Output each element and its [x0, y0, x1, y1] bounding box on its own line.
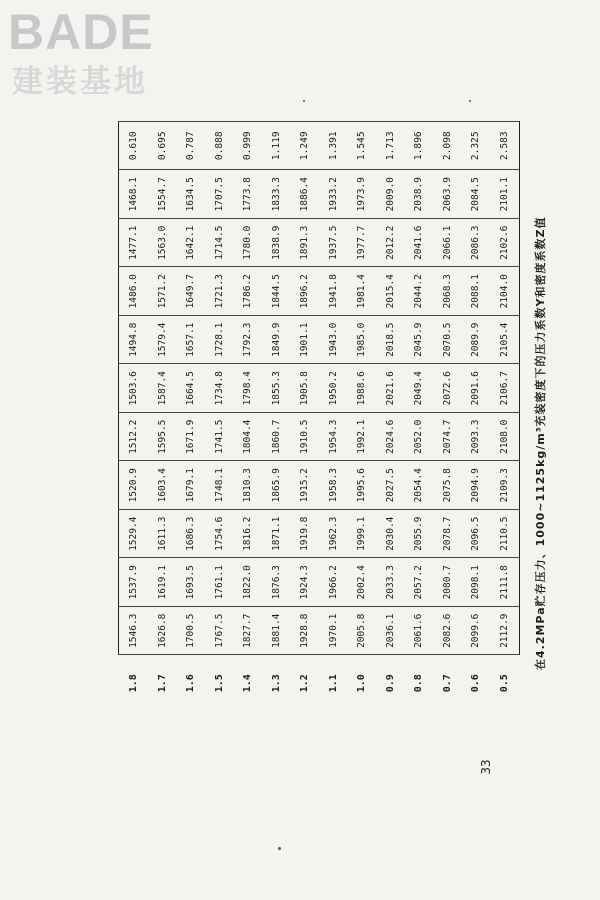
table-row — [347, 122, 375, 712]
table-cell: 1886.4 — [291, 170, 319, 219]
table-cell: 1943.0 — [319, 316, 347, 365]
table-cell: 2102.6 — [490, 219, 520, 268]
table-cell: 2084.5 — [461, 170, 489, 219]
table-cell: 1780.0 — [234, 219, 262, 268]
table-cell: 1865.9 — [262, 461, 290, 510]
table-cell: 0.787 — [177, 122, 205, 171]
table-cell: 1.249 — [291, 122, 319, 171]
row-label: 0.9 — [376, 655, 404, 711]
table-cell: 1798.4 — [234, 364, 262, 413]
scan-speck — [278, 847, 281, 850]
row-label: 1.7 — [148, 655, 176, 711]
table-cell: 1537.9 — [119, 558, 149, 607]
table-cell: 2099.6 — [461, 607, 489, 656]
table-cell: 2074.7 — [433, 413, 461, 462]
table-cell: 2101.1 — [490, 170, 520, 219]
table-cell: 2012.2 — [376, 219, 404, 268]
table-cell: 1910.5 — [291, 413, 319, 462]
table-row — [376, 122, 404, 712]
table-cell: 2054.4 — [404, 461, 432, 510]
table-cell: 1619.1 — [148, 558, 176, 607]
scan-speck — [303, 100, 305, 102]
table-cell: 1915.2 — [291, 461, 319, 510]
table-cell: 1579.4 — [148, 316, 176, 365]
table-cell: 1985.0 — [347, 316, 375, 365]
data-table-wrap — [118, 121, 520, 711]
table-cell: 1792.3 — [234, 316, 262, 365]
table-cell: 1860.7 — [262, 413, 290, 462]
table-cell: 1901.1 — [291, 316, 319, 365]
table-row — [291, 122, 319, 712]
row-label: 0.5 — [490, 655, 520, 711]
table-cell: 1686.3 — [177, 510, 205, 559]
table-cell: 1871.1 — [262, 510, 290, 559]
table-cell: 1896.2 — [291, 267, 319, 316]
table-cell: 1546.3 — [119, 607, 149, 656]
table-cell: 1905.8 — [291, 364, 319, 413]
table-cell: 1767.5 — [205, 607, 233, 656]
table-cell: 1679.1 — [177, 461, 205, 510]
table-cell: 2096.5 — [461, 510, 489, 559]
table-cell: 2.583 — [490, 122, 520, 171]
table-cell: 2108.0 — [490, 413, 520, 462]
table-cell: 1671.9 — [177, 413, 205, 462]
table-cell: 1.545 — [347, 122, 375, 171]
table-cell: 2111.8 — [490, 558, 520, 607]
table-cell: 1844.5 — [262, 267, 290, 316]
table-cell: 1741.5 — [205, 413, 233, 462]
table-cell: 1981.4 — [347, 267, 375, 316]
table-row — [262, 122, 290, 712]
table-row — [205, 122, 233, 712]
table-cell: 1804.4 — [234, 413, 262, 462]
row-label: 1.3 — [262, 655, 290, 711]
table-cell: 2112.9 — [490, 607, 520, 656]
table-cell: 1973.9 — [347, 170, 375, 219]
table-cell: 1486.0 — [119, 267, 149, 316]
table-cell: 2091.6 — [461, 364, 489, 413]
table-cell: 1611.3 — [148, 510, 176, 559]
row-label: 1.8 — [119, 655, 149, 711]
page-number: 33 — [479, 759, 493, 775]
table-cell: 2104.0 — [490, 267, 520, 316]
table-cell: 2.325 — [461, 122, 489, 171]
table-cell: 1734.8 — [205, 364, 233, 413]
table-cell: 1693.5 — [177, 558, 205, 607]
table-cell: 1977.7 — [347, 219, 375, 268]
table-row — [234, 122, 262, 712]
watermark-brand: BADE — [8, 4, 154, 60]
table-cell: 2098.1 — [461, 558, 489, 607]
table-cell: 1810.3 — [234, 461, 262, 510]
row-label: 1.4 — [234, 655, 262, 711]
table-cell: 1754.6 — [205, 510, 233, 559]
table-cell: 1721.3 — [205, 267, 233, 316]
table-cell: 1657.1 — [177, 316, 205, 365]
table-cell: 1950.2 — [319, 364, 347, 413]
scan-speck — [469, 100, 471, 102]
table-cell: 1728.1 — [205, 316, 233, 365]
table-cell: 1595.5 — [148, 413, 176, 462]
table-cell: 1761.1 — [205, 558, 233, 607]
table-cell: 1827.7 — [234, 607, 262, 656]
table-cell: 1700.5 — [177, 607, 205, 656]
table-cell: 2005.8 — [347, 607, 375, 656]
table-cell: 2072.6 — [433, 364, 461, 413]
table-cell: 1642.1 — [177, 219, 205, 268]
table-cell: 2024.6 — [376, 413, 404, 462]
table-cell: 1.119 — [262, 122, 290, 171]
table-cell: 2002.4 — [347, 558, 375, 607]
row-label: 1.1 — [319, 655, 347, 711]
table-cell: 1891.3 — [291, 219, 319, 268]
table-cell: 1924.3 — [291, 558, 319, 607]
table-cell: 0.888 — [205, 122, 233, 171]
table-cell: 2105.4 — [490, 316, 520, 365]
table-cell: 2049.4 — [404, 364, 432, 413]
table-row — [490, 122, 520, 712]
table-cell: 1714.5 — [205, 219, 233, 268]
table-cell: 1563.0 — [148, 219, 176, 268]
row-label: 0.8 — [404, 655, 432, 711]
table-cell: 1876.3 — [262, 558, 290, 607]
table-cell: 2106.7 — [490, 364, 520, 413]
table-cell: 2075.8 — [433, 461, 461, 510]
table-cell: 1707.5 — [205, 170, 233, 219]
table-cell: 1786.2 — [234, 267, 262, 316]
row-label: 0.7 — [433, 655, 461, 711]
table-cell: 1.713 — [376, 122, 404, 171]
table-cell: 1603.4 — [148, 461, 176, 510]
row-label: 1.2 — [291, 655, 319, 711]
table-cell: 2009.0 — [376, 170, 404, 219]
table-cell: 1494.8 — [119, 316, 149, 365]
table-cell: 0.610 — [119, 122, 149, 171]
table-cell: 1941.8 — [319, 267, 347, 316]
table-cell: 2033.3 — [376, 558, 404, 607]
table-cell: 1748.1 — [205, 461, 233, 510]
table-cell: 1626.8 — [148, 607, 176, 656]
table-cell: 1954.3 — [319, 413, 347, 462]
table-cell: 1855.3 — [262, 364, 290, 413]
table-cell: 1928.8 — [291, 607, 319, 656]
table-row — [461, 122, 489, 712]
table-cell: 1571.2 — [148, 267, 176, 316]
table-cell: 2027.5 — [376, 461, 404, 510]
table-cell: 1477.1 — [119, 219, 149, 268]
table-cell: 1988.6 — [347, 364, 375, 413]
table-cell: 2018.5 — [376, 316, 404, 365]
table-cell: 1664.5 — [177, 364, 205, 413]
table-cell: 1.391 — [319, 122, 347, 171]
table-cell: 1634.5 — [177, 170, 205, 219]
table-cell: 2045.9 — [404, 316, 432, 365]
table-cell: 2070.5 — [433, 316, 461, 365]
watermark-subtitle: 建装基地 — [12, 64, 148, 100]
table-cell: 2063.9 — [433, 170, 461, 219]
table-cell: 2038.9 — [404, 170, 432, 219]
table-cell: 2055.9 — [404, 510, 432, 559]
table-row — [433, 122, 461, 712]
table-cell: 2030.4 — [376, 510, 404, 559]
table-cell: 1995.6 — [347, 461, 375, 510]
table-body — [119, 122, 520, 712]
row-label: 1.5 — [205, 655, 233, 711]
table-cell: 2021.6 — [376, 364, 404, 413]
data-table — [118, 121, 520, 711]
table-cell: 2036.1 — [376, 607, 404, 656]
table-cell: 2110.5 — [490, 510, 520, 559]
table-cell: 1992.1 — [347, 413, 375, 462]
table-cell: 1919.8 — [291, 510, 319, 559]
table-caption: 在4.2MPa贮存压力、1000~1125kg/m³充装密度下的压力系数Y和密度系数Z值 — [534, 216, 547, 670]
table-cell: 1773.8 — [234, 170, 262, 219]
table-cell: 1468.1 — [119, 170, 149, 219]
table-cell: 1933.2 — [319, 170, 347, 219]
table-cell: 2093.3 — [461, 413, 489, 462]
table-cell: 2086.3 — [461, 219, 489, 268]
table-cell: 2.098 — [433, 122, 461, 171]
table-cell: 1849.9 — [262, 316, 290, 365]
table-row — [404, 122, 432, 712]
table-cell: 1816.2 — [234, 510, 262, 559]
table-cell: 2044.2 — [404, 267, 432, 316]
row-label: 0.6 — [461, 655, 489, 711]
table-cell: 0.695 — [148, 122, 176, 171]
table-cell: 2015.4 — [376, 267, 404, 316]
table-cell: 1587.4 — [148, 364, 176, 413]
table-cell: 1838.9 — [262, 219, 290, 268]
table-row — [148, 122, 176, 712]
table-row — [119, 122, 149, 712]
table-cell: 2109.3 — [490, 461, 520, 510]
table-cell: 1503.6 — [119, 364, 149, 413]
table-cell: 1881.4 — [262, 607, 290, 656]
table-cell: 2089.9 — [461, 316, 489, 365]
table-cell: 1833.3 — [262, 170, 290, 219]
table-cell: 2094.9 — [461, 461, 489, 510]
row-label: 1.0 — [347, 655, 375, 711]
table-cell: 2080.7 — [433, 558, 461, 607]
table-cell: 1512.2 — [119, 413, 149, 462]
table-cell: 2066.1 — [433, 219, 461, 268]
table-cell: 2068.3 — [433, 267, 461, 316]
table-cell: 2052.0 — [404, 413, 432, 462]
table-cell: 1962.3 — [319, 510, 347, 559]
table-cell: 1649.7 — [177, 267, 205, 316]
table-cell: 1520.9 — [119, 461, 149, 510]
table-cell: 2041.6 — [404, 219, 432, 268]
row-label: 1.6 — [177, 655, 205, 711]
table-row — [319, 122, 347, 712]
table-cell: 1958.3 — [319, 461, 347, 510]
table-row — [177, 122, 205, 712]
table-cell: 2057.2 — [404, 558, 432, 607]
table-cell: 2061.6 — [404, 607, 432, 656]
table-cell: 1970.1 — [319, 607, 347, 656]
table-cell: 1822.0 — [234, 558, 262, 607]
table-cell: 1937.5 — [319, 219, 347, 268]
table-cell: 0.999 — [234, 122, 262, 171]
table-cell: 1529.4 — [119, 510, 149, 559]
table-cell: 1.896 — [404, 122, 432, 171]
table-cell: 1966.2 — [319, 558, 347, 607]
table-cell: 1999.1 — [347, 510, 375, 559]
table-cell: 2082.6 — [433, 607, 461, 656]
table-cell: 2088.1 — [461, 267, 489, 316]
table-cell: 1554.7 — [148, 170, 176, 219]
table-cell: 2078.7 — [433, 510, 461, 559]
